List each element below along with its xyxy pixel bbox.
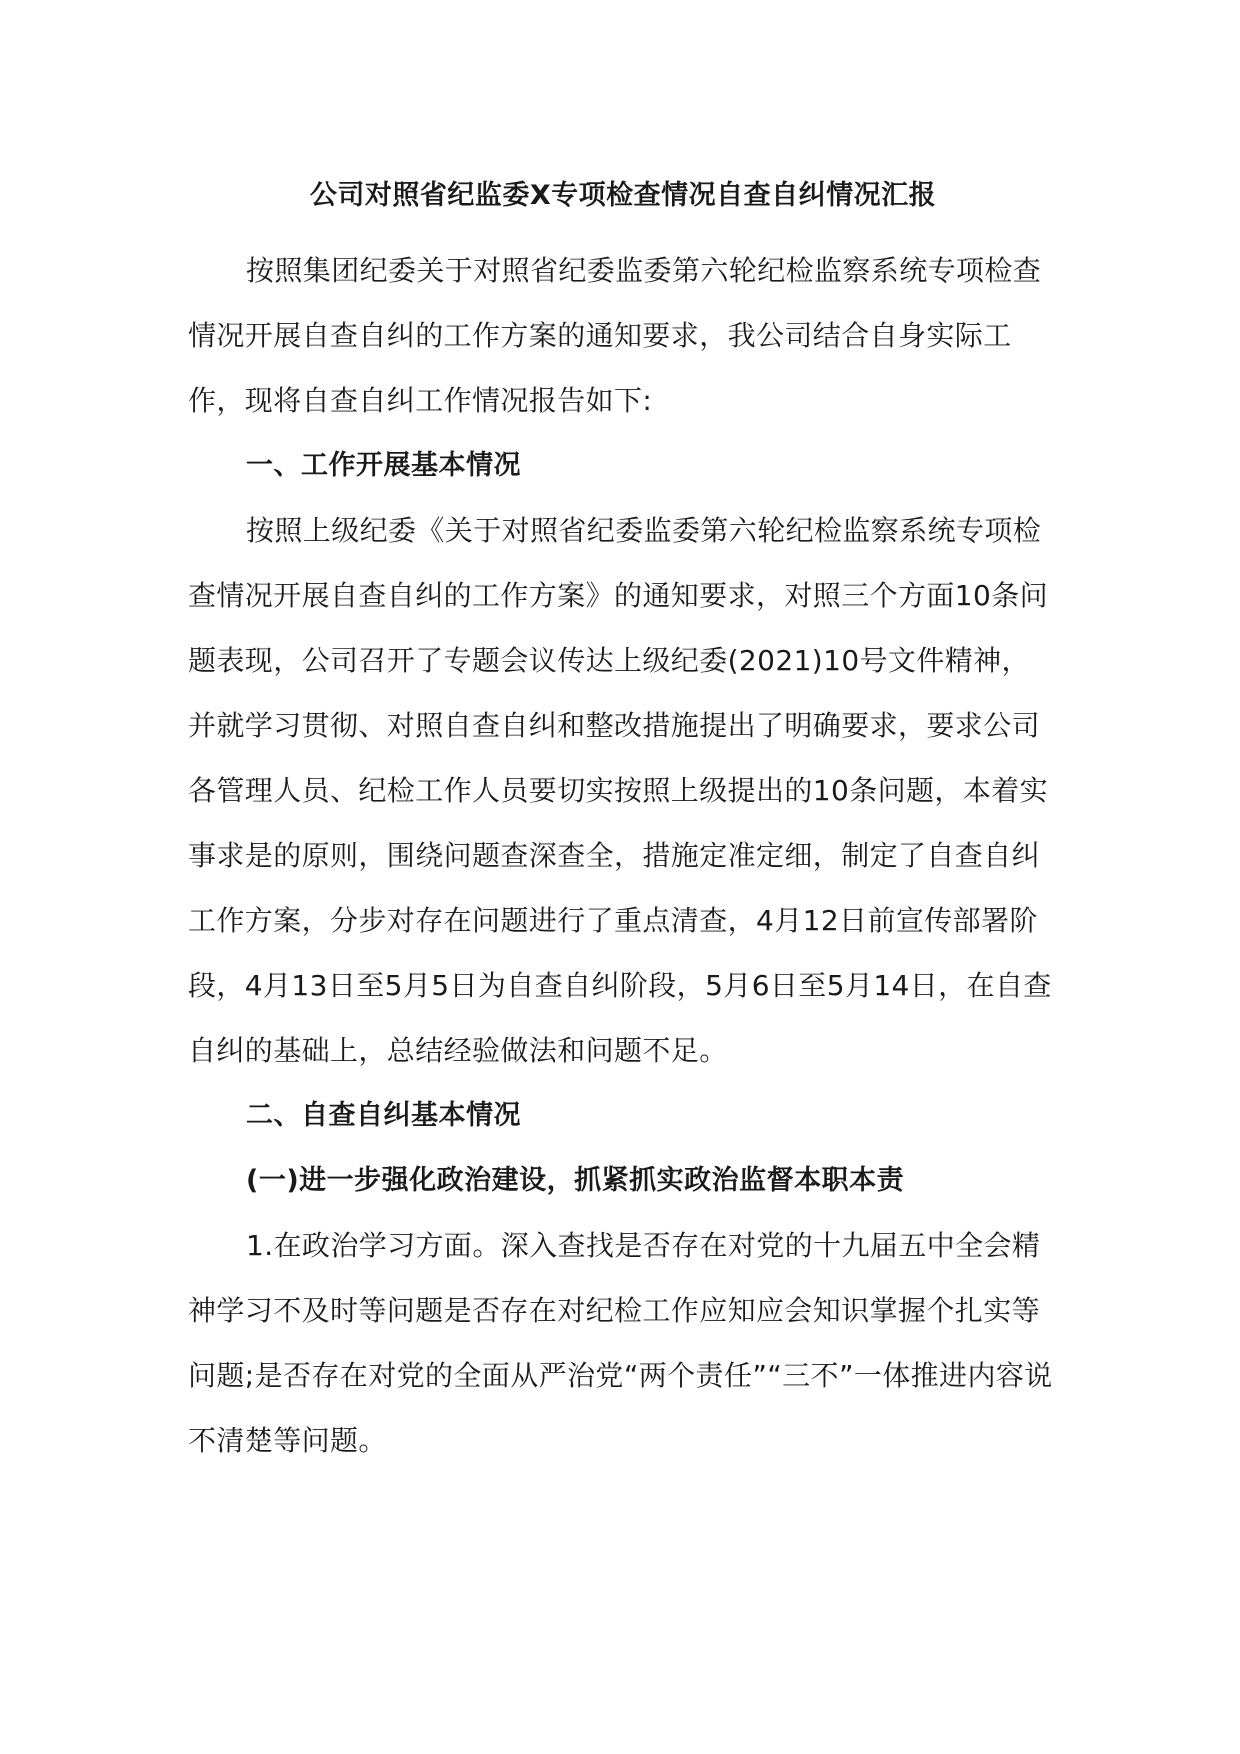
section-1-paragraph: 按照上级纪委《关于对照省纪委监委第六轮纪检监察系统专项检查情况开展自查自纠的工作方案》的通知要求，对照三个方面10条问题表现，公司召开了专题会议传达上级纪委(2021)10号文件精神，并就学习贯彻、对照自查自纠和整改措施提出了明确要求，要求公司各管理人员、纪检工作人员要切实按照上级提出的10条问题，本着实事求是的原则，围绕问题查深查全，措施定准定细，制定了自查自纠工作方案，分步对存在问题进行了重点清查，4月12日前宣传部署阶段，4月13日至5月5日为自查自纠阶段，5月6日至5月14日，在自查自纠的基础上，总结经验做法和问题不足。	[188, 514, 1052, 1067]
section-2-heading: 二、自查自纠基本情况	[246, 1100, 521, 1131]
section-1-heading: 一、工作开展基本情况	[246, 450, 521, 481]
item-1-paragraph: 1.在政治学习方面。深入查找是否存在对党的十九届五中全会精神学习不及时等问题是否存在对纪检工作应知应会知识掌握个扎实等问题;是否存在对党的全面从严治党“两个责任”“三不”一体推进内容说不清楚等问题。	[188, 1229, 1053, 1457]
document-title: 公司对照省纪监委X专项检查情况自查自纠情况汇报	[309, 180, 937, 211]
document-body	[188, 172, 1058, 1473]
intro-paragraph: 按照集团纪委关于对照省纪委监委第六轮纪检监察系统专项检查情况开展自查自纠的工作方案的通知要求，我公司结合自身实际工作，现将自查自纠工作情况报告如下:	[188, 254, 1042, 417]
subsection-1-heading: (一)进一步强化政治建设，抓紧抓实政治监督本职本责	[246, 1165, 905, 1196]
